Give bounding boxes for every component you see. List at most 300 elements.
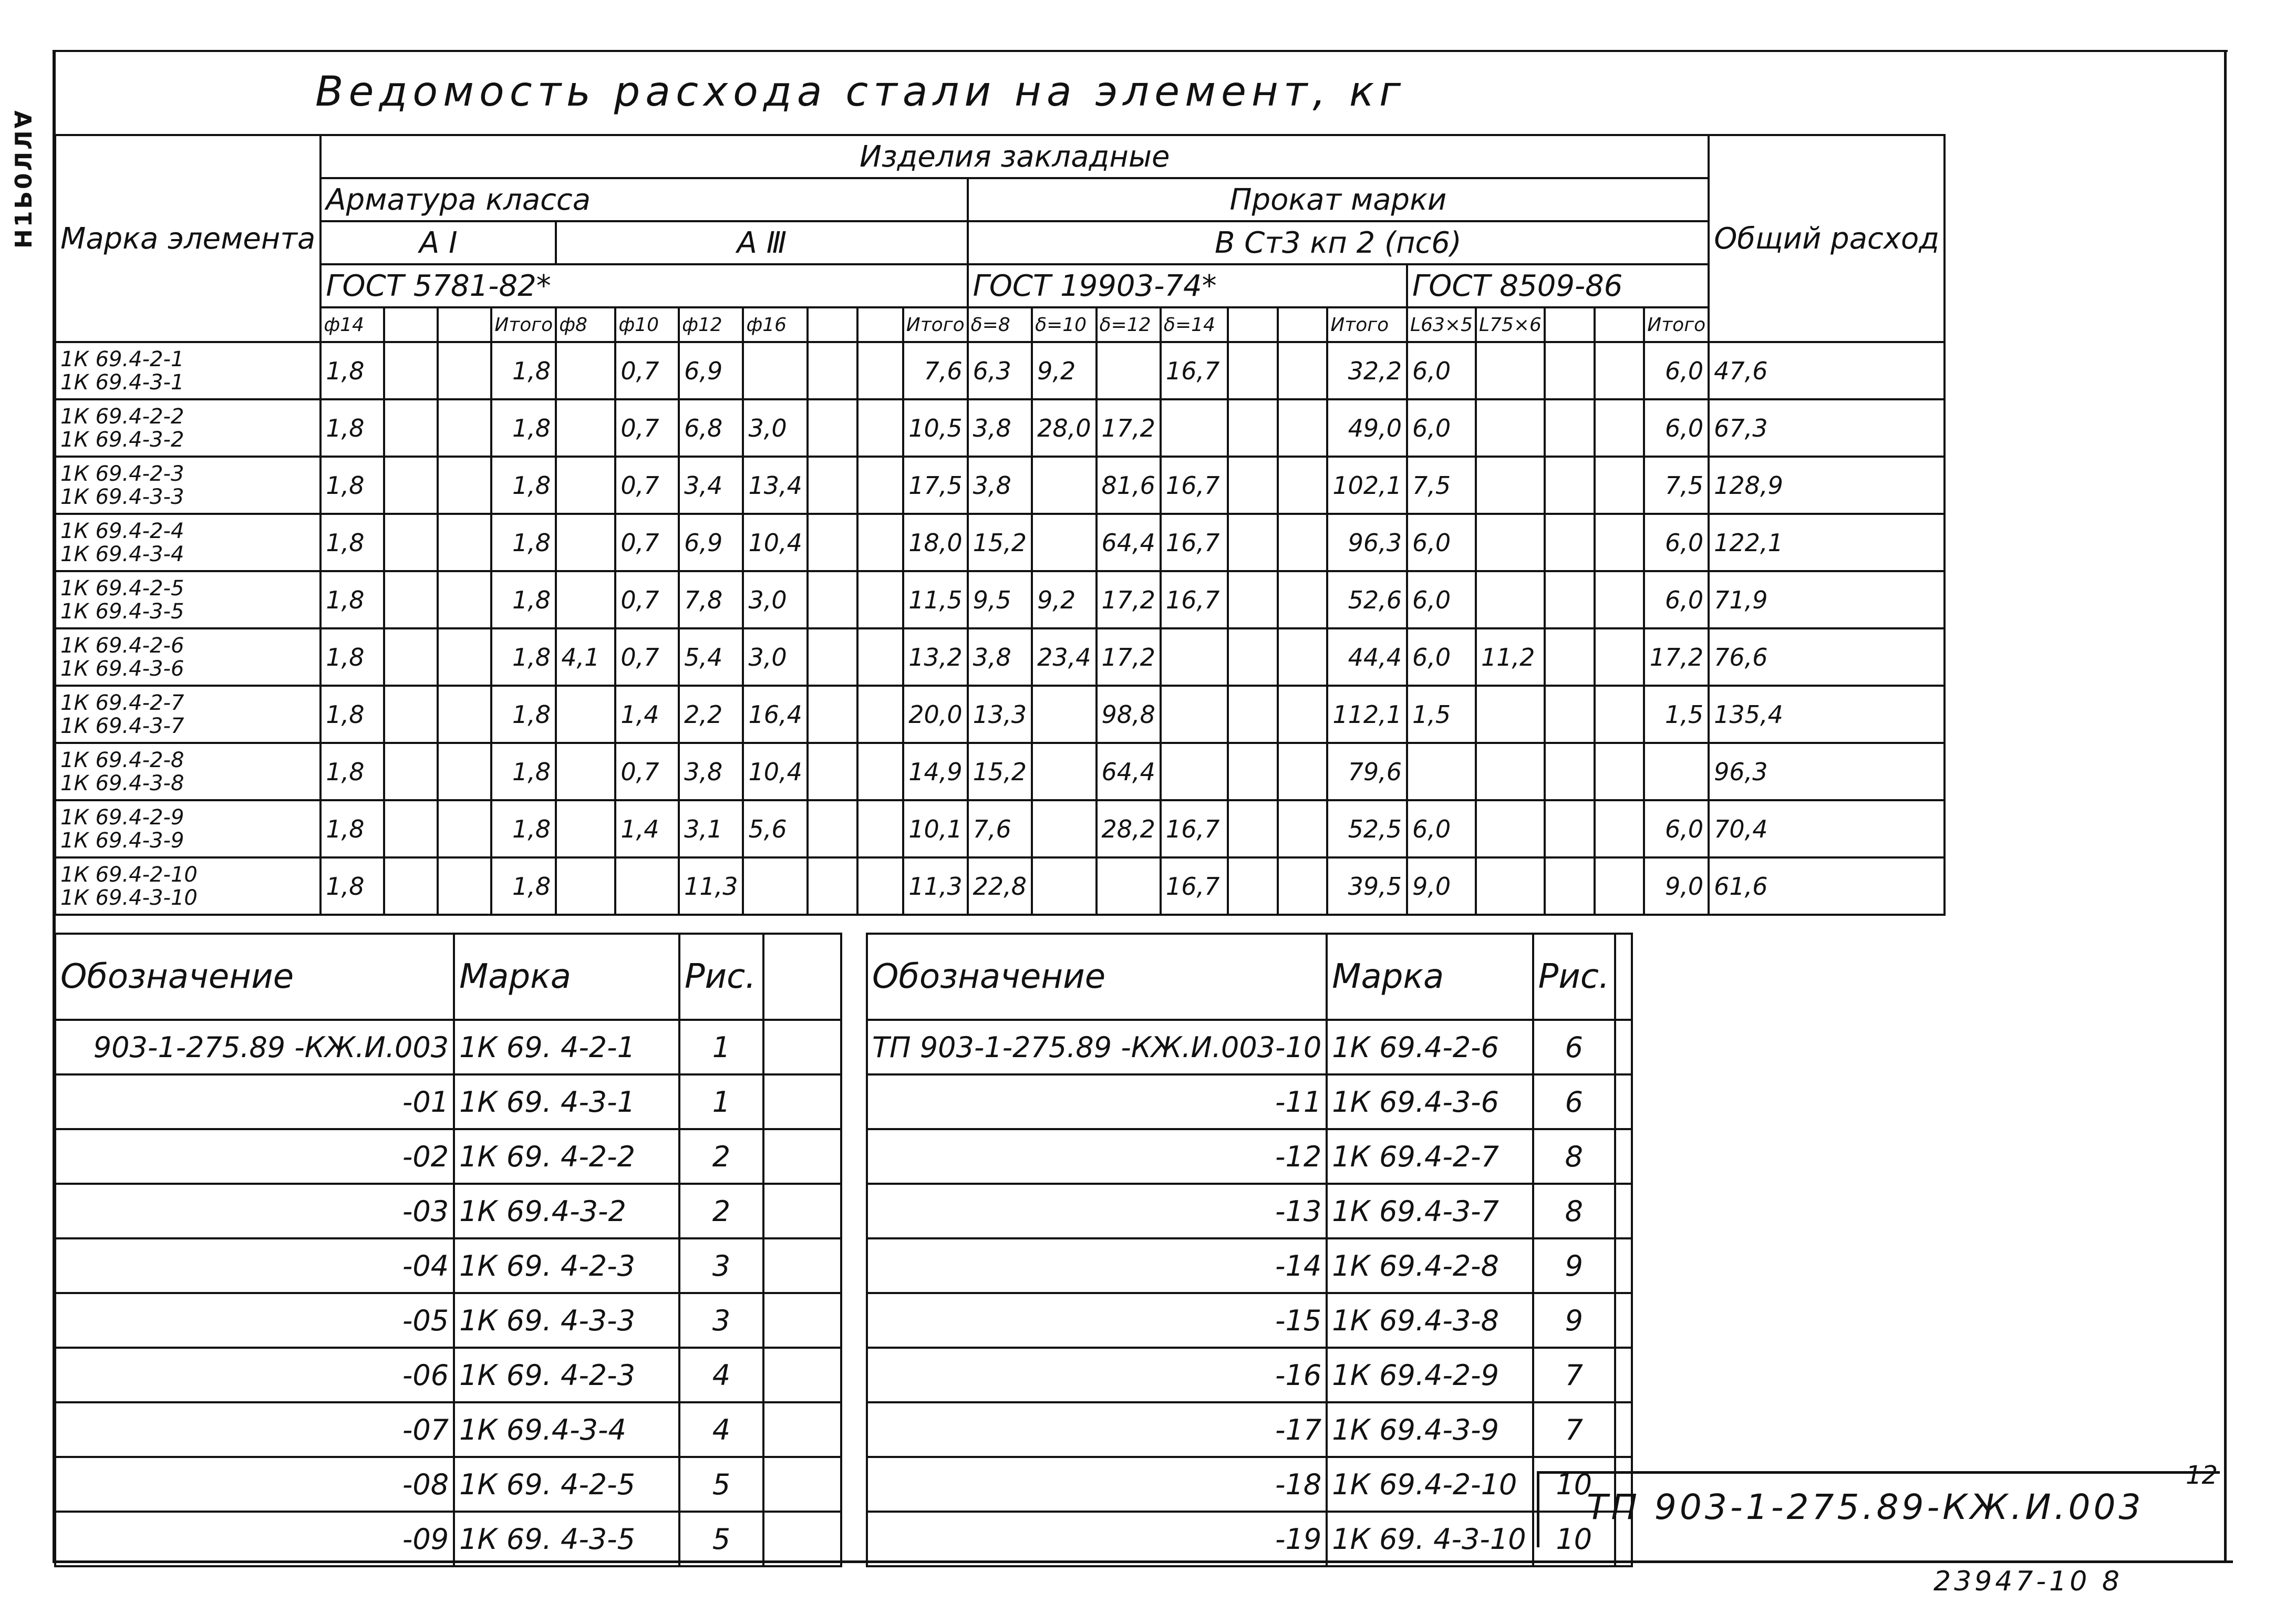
subcol-header bbox=[1545, 307, 1595, 342]
value-cell: 64,4 bbox=[1097, 514, 1161, 571]
brand-cell: 1К 69.4-3-6 bbox=[1327, 1074, 1533, 1129]
table-row bbox=[55, 457, 1945, 514]
value-cell bbox=[556, 514, 615, 571]
value-cell bbox=[438, 457, 491, 514]
title-block-stamp bbox=[1537, 1471, 2220, 1547]
value-cell bbox=[1161, 743, 1228, 800]
value-cell bbox=[857, 686, 903, 743]
value-cell bbox=[1476, 457, 1545, 514]
brand-cell: 1К 69. 4-3-1 bbox=[454, 1074, 679, 1129]
value-cell bbox=[1595, 743, 1645, 800]
value-cell: 3,8 bbox=[968, 399, 1032, 457]
designation-cell: -12 bbox=[867, 1129, 1327, 1184]
designation-cell: -14 bbox=[867, 1238, 1327, 1293]
total-cell: 96,3 bbox=[1709, 743, 1945, 800]
value-cell: 1,5 bbox=[1407, 686, 1476, 743]
value-cell: 79,6 bbox=[1327, 743, 1407, 800]
subcol-header: δ=10 bbox=[1032, 307, 1096, 342]
value-cell bbox=[1545, 514, 1595, 571]
value-cell bbox=[808, 743, 857, 800]
figure-cell: 9 bbox=[1533, 1293, 1615, 1348]
value-cell bbox=[1476, 342, 1545, 399]
value-cell: 6,0 bbox=[1644, 800, 1709, 857]
element-mark-line: 1К 69.4-3-6 bbox=[60, 656, 184, 681]
table-row bbox=[867, 1020, 1632, 1074]
brand-cell: 1К 69. 4-2-3 bbox=[454, 1238, 679, 1293]
value-cell: 3,8 bbox=[968, 628, 1032, 686]
table-row bbox=[867, 1402, 1632, 1457]
designation-cell: -03 bbox=[55, 1184, 454, 1238]
header-steel-grade: В Ст3 кп 2 (пс6) bbox=[968, 221, 1709, 264]
brand-cell: 1К 69. 4-2-5 bbox=[454, 1457, 679, 1512]
figure-cell: 6 bbox=[1533, 1020, 1615, 1074]
table-row bbox=[867, 1074, 1632, 1129]
value-cell: 0,7 bbox=[615, 571, 679, 628]
value-cell bbox=[1545, 743, 1595, 800]
value-cell bbox=[438, 743, 491, 800]
subcol-header: ф10 bbox=[615, 307, 679, 342]
table-row bbox=[867, 1293, 1632, 1348]
value-cell: 1,4 bbox=[615, 800, 679, 857]
value-cell: 17,2 bbox=[1097, 628, 1161, 686]
figure-cell: 8 bbox=[1533, 1184, 1615, 1238]
value-cell bbox=[384, 686, 438, 743]
empty-cell bbox=[763, 1238, 841, 1293]
value-cell bbox=[384, 743, 438, 800]
subcol-header bbox=[438, 307, 491, 342]
header-gost-19903: ГОСТ 19903-74* bbox=[968, 264, 1407, 307]
value-cell bbox=[1476, 399, 1545, 457]
brand-cell: 1К 69. 4-3-5 bbox=[454, 1512, 679, 1566]
table-row bbox=[55, 743, 1945, 800]
value-cell: 16,7 bbox=[1161, 342, 1228, 399]
designation-table-left bbox=[54, 933, 842, 1567]
element-mark-line: 1К 69.4-3-5 bbox=[60, 599, 184, 624]
value-cell: 2,2 bbox=[679, 686, 743, 743]
header-gost-5781: ГОСТ 5781-82* bbox=[320, 264, 967, 307]
element-mark-line: 1К 69.4-3-8 bbox=[60, 771, 184, 795]
value-cell bbox=[556, 399, 615, 457]
designation-cell: -04 bbox=[55, 1238, 454, 1293]
designation-cell: -11 bbox=[867, 1074, 1327, 1129]
designation-cell: -06 bbox=[55, 1348, 454, 1402]
value-cell: 7,5 bbox=[1644, 457, 1709, 514]
table-row bbox=[867, 1129, 1632, 1184]
value-cell: 3,8 bbox=[968, 457, 1032, 514]
figure-cell: 3 bbox=[679, 1293, 763, 1348]
value-cell: 96,3 bbox=[1327, 514, 1407, 571]
value-cell: 6,9 bbox=[679, 514, 743, 571]
element-mark-line: 1К 69.4-2-1 bbox=[60, 347, 184, 371]
document-code: ТП 903-1-275.89-КЖ.И.003 bbox=[1587, 1487, 2144, 1527]
table-row bbox=[55, 1293, 841, 1348]
table-row bbox=[55, 1184, 841, 1238]
subcol-header: Итого bbox=[1327, 307, 1407, 342]
sheet-title: Ведомость расхода стали на элемент, кг bbox=[315, 68, 1406, 116]
value-cell bbox=[1032, 686, 1096, 743]
value-cell: 17,2 bbox=[1097, 571, 1161, 628]
value-cell: 1,8 bbox=[320, 628, 384, 686]
value-cell bbox=[384, 857, 438, 915]
figure-cell: 7 bbox=[1533, 1402, 1615, 1457]
value-cell bbox=[1278, 571, 1328, 628]
value-cell: 9,0 bbox=[1644, 857, 1709, 915]
value-cell: 49,0 bbox=[1327, 399, 1407, 457]
designation-cell: -05 bbox=[55, 1293, 454, 1348]
value-cell: 81,6 bbox=[1097, 457, 1161, 514]
element-mark bbox=[55, 857, 320, 915]
element-mark-line: 1К 69.4-3-4 bbox=[60, 542, 184, 566]
brand-cell: 1К 69.4-3-9 bbox=[1327, 1402, 1533, 1457]
value-cell bbox=[1545, 342, 1595, 399]
subcol-header: L75×6 bbox=[1476, 307, 1545, 342]
value-cell bbox=[1228, 571, 1278, 628]
value-cell: 1,8 bbox=[320, 514, 384, 571]
header-embedded: Изделия закладные bbox=[320, 135, 1709, 178]
value-cell: 102,1 bbox=[1327, 457, 1407, 514]
figure-cell: 2 bbox=[679, 1184, 763, 1238]
value-cell: 16,7 bbox=[1161, 457, 1228, 514]
brand-cell: 1К 69. 4-2-3 bbox=[454, 1348, 679, 1402]
value-cell: 44,4 bbox=[1327, 628, 1407, 686]
value-cell bbox=[743, 342, 807, 399]
empty-cell bbox=[1615, 1402, 1632, 1457]
value-cell bbox=[1545, 399, 1595, 457]
value-cell bbox=[438, 857, 491, 915]
value-cell: 20,0 bbox=[903, 686, 968, 743]
total-cell: 76,6 bbox=[1709, 628, 1945, 686]
empty-cell bbox=[1615, 1129, 1632, 1184]
figure-cell: 4 bbox=[679, 1402, 763, 1457]
brand-cell: 1К 69.4-2-9 bbox=[1327, 1348, 1533, 1402]
element-mark-line: 1К 69.4-2-4 bbox=[60, 519, 184, 543]
value-cell bbox=[857, 571, 903, 628]
value-cell: 1,8 bbox=[491, 686, 556, 743]
value-cell: 23,4 bbox=[1032, 628, 1096, 686]
value-cell bbox=[857, 514, 903, 571]
value-cell: 13,3 bbox=[968, 686, 1032, 743]
value-cell: 7,6 bbox=[903, 342, 968, 399]
empty-cell bbox=[1615, 1348, 1632, 1402]
value-cell bbox=[857, 800, 903, 857]
value-cell: 64,4 bbox=[1097, 743, 1161, 800]
value-cell bbox=[857, 857, 903, 915]
total-cell: 122,1 bbox=[1709, 514, 1945, 571]
header-empty bbox=[1615, 934, 1632, 1020]
value-cell: 16,7 bbox=[1161, 514, 1228, 571]
header-designation: Обозначение bbox=[867, 934, 1327, 1020]
value-cell bbox=[1278, 342, 1328, 399]
value-cell: 17,2 bbox=[1097, 399, 1161, 457]
element-mark bbox=[55, 457, 320, 514]
value-cell bbox=[1476, 800, 1545, 857]
empty-cell bbox=[763, 1074, 841, 1129]
element-mark-line: 1К 69.4-3-7 bbox=[60, 714, 184, 738]
subcol-header: ф8 bbox=[556, 307, 615, 342]
value-cell bbox=[1545, 457, 1595, 514]
value-cell bbox=[1595, 571, 1645, 628]
value-cell: 6,0 bbox=[1644, 399, 1709, 457]
designation-table-right bbox=[866, 933, 1633, 1567]
value-cell bbox=[1476, 514, 1545, 571]
value-cell: 10,4 bbox=[743, 743, 807, 800]
value-cell: 52,6 bbox=[1327, 571, 1407, 628]
subcol-header bbox=[1595, 307, 1645, 342]
value-cell bbox=[384, 399, 438, 457]
figure-cell: 7 bbox=[1533, 1348, 1615, 1402]
header-figure: Рис. bbox=[1533, 934, 1615, 1020]
brand-cell: 1К 69.4-3-2 bbox=[454, 1184, 679, 1238]
empty-cell bbox=[763, 1293, 841, 1348]
designation-cell: -02 bbox=[55, 1129, 454, 1184]
value-cell: 6,0 bbox=[1407, 628, 1476, 686]
value-cell: 0,7 bbox=[615, 399, 679, 457]
brand-cell: 1К 69. 4-3-10 bbox=[1327, 1512, 1533, 1566]
subcol-header: δ=8 bbox=[968, 307, 1032, 342]
total-cell: 71,9 bbox=[1709, 571, 1945, 628]
value-cell bbox=[1278, 800, 1328, 857]
element-mark-line: 1К 69.4-2-6 bbox=[60, 633, 184, 658]
value-cell bbox=[556, 342, 615, 399]
brand-cell: 1К 69.4-2-6 bbox=[1327, 1020, 1533, 1074]
value-cell: 1,8 bbox=[491, 342, 556, 399]
archive-number: 23947-10 8 bbox=[1933, 1566, 2123, 1597]
value-cell: 9,2 bbox=[1032, 571, 1096, 628]
value-cell bbox=[1545, 628, 1595, 686]
empty-cell bbox=[1615, 1184, 1632, 1238]
total-cell: 47,6 bbox=[1709, 342, 1945, 399]
value-cell: 3,0 bbox=[743, 628, 807, 686]
value-cell: 6,8 bbox=[679, 399, 743, 457]
subcol-header: δ=12 bbox=[1097, 307, 1161, 342]
value-cell: 0,7 bbox=[615, 628, 679, 686]
total-cell: 61,6 bbox=[1709, 857, 1945, 915]
table-row bbox=[55, 571, 1945, 628]
empty-cell bbox=[1615, 1293, 1632, 1348]
value-cell: 1,8 bbox=[320, 457, 384, 514]
brand-cell: 1К 69.4-3-4 bbox=[454, 1402, 679, 1457]
figure-cell: 10 bbox=[1533, 1457, 1615, 1512]
value-cell: 17,5 bbox=[903, 457, 968, 514]
value-cell: 7,6 bbox=[968, 800, 1032, 857]
designation-cell: -18 bbox=[867, 1457, 1327, 1512]
value-cell: 9,0 bbox=[1407, 857, 1476, 915]
total-cell: 67,3 bbox=[1709, 399, 1945, 457]
header-total: Общий расход bbox=[1709, 135, 1945, 342]
value-cell bbox=[857, 457, 903, 514]
value-cell: 1,5 bbox=[1644, 686, 1709, 743]
value-cell bbox=[438, 399, 491, 457]
total-cell: 128,9 bbox=[1709, 457, 1945, 514]
value-cell: 15,2 bbox=[968, 743, 1032, 800]
sheet-number: 12 bbox=[2186, 1461, 2218, 1490]
value-cell bbox=[438, 571, 491, 628]
value-cell: 18,0 bbox=[903, 514, 968, 571]
value-cell: 11,2 bbox=[1476, 628, 1545, 686]
element-mark-line: 1К 69.4-3-2 bbox=[60, 427, 184, 452]
value-cell bbox=[1032, 743, 1096, 800]
brand-cell: 1К 69.4-2-8 bbox=[1327, 1238, 1533, 1293]
value-cell: 6,0 bbox=[1644, 342, 1709, 399]
figure-cell: 9 bbox=[1533, 1238, 1615, 1293]
value-cell bbox=[556, 800, 615, 857]
table-row bbox=[55, 1512, 841, 1566]
subcol-header bbox=[1228, 307, 1278, 342]
frame-top-line bbox=[53, 50, 2228, 52]
value-cell bbox=[1595, 399, 1645, 457]
designation-cell: -15 bbox=[867, 1293, 1327, 1348]
value-cell: 1,8 bbox=[320, 857, 384, 915]
value-cell: 3,0 bbox=[743, 571, 807, 628]
designation-cell: -16 bbox=[867, 1348, 1327, 1402]
value-cell: 1,8 bbox=[320, 800, 384, 857]
empty-cell bbox=[763, 1184, 841, 1238]
empty-cell bbox=[763, 1512, 841, 1566]
value-cell: 5,4 bbox=[679, 628, 743, 686]
value-cell bbox=[1595, 628, 1645, 686]
value-cell: 11,5 bbox=[903, 571, 968, 628]
value-cell: 6,0 bbox=[1644, 571, 1709, 628]
figure-cell: 5 bbox=[679, 1512, 763, 1566]
value-cell: 3,8 bbox=[679, 743, 743, 800]
empty-cell bbox=[763, 1020, 841, 1074]
empty-cell bbox=[763, 1457, 841, 1512]
designation-cell: -08 bbox=[55, 1457, 454, 1512]
figure-cell: 10 bbox=[1533, 1512, 1615, 1566]
value-cell: 98,8 bbox=[1097, 686, 1161, 743]
figure-cell: 8 bbox=[1533, 1129, 1615, 1184]
subcol-header: ф12 bbox=[679, 307, 743, 342]
header-class-aiii: A Ⅲ bbox=[556, 221, 967, 264]
element-mark-line: 1К 69.4-2-9 bbox=[60, 805, 184, 830]
table-row bbox=[867, 1512, 1632, 1566]
value-cell: 32,2 bbox=[1327, 342, 1407, 399]
value-cell bbox=[1595, 514, 1645, 571]
steel-consumption-table bbox=[54, 134, 1946, 916]
value-cell: 22,8 bbox=[968, 857, 1032, 915]
value-cell: 16,7 bbox=[1161, 857, 1228, 915]
value-cell bbox=[556, 743, 615, 800]
value-cell bbox=[384, 800, 438, 857]
value-cell bbox=[1032, 857, 1096, 915]
value-cell bbox=[1097, 342, 1161, 399]
subcol-header: Итого bbox=[1644, 307, 1709, 342]
value-cell: 16,7 bbox=[1161, 800, 1228, 857]
value-cell bbox=[1644, 743, 1709, 800]
value-cell bbox=[438, 342, 491, 399]
value-cell bbox=[1595, 800, 1645, 857]
value-cell bbox=[1161, 686, 1228, 743]
subcol-header: Итого bbox=[491, 307, 556, 342]
value-cell: 1,8 bbox=[491, 514, 556, 571]
designation-cell: ТП 903-1-275.89 -КЖ.И.003-10 bbox=[867, 1020, 1327, 1074]
brand-cell: 1К 69.4-2-10 bbox=[1327, 1457, 1533, 1512]
element-mark bbox=[55, 800, 320, 857]
value-cell bbox=[1278, 857, 1328, 915]
value-cell: 6,0 bbox=[1644, 514, 1709, 571]
frame-right-line bbox=[2224, 50, 2227, 1563]
header-class-ai: A I bbox=[320, 221, 556, 264]
table-row bbox=[55, 399, 1945, 457]
value-cell bbox=[1476, 857, 1545, 915]
value-cell: 16,4 bbox=[743, 686, 807, 743]
value-cell bbox=[1161, 399, 1228, 457]
value-cell bbox=[1228, 686, 1278, 743]
value-cell: 1,8 bbox=[491, 457, 556, 514]
value-cell: 14,9 bbox=[903, 743, 968, 800]
value-cell bbox=[1032, 800, 1096, 857]
value-cell: 0,7 bbox=[615, 514, 679, 571]
empty-cell bbox=[763, 1402, 841, 1457]
empty-cell bbox=[763, 1129, 841, 1184]
header-rebar: Арматура класса bbox=[320, 178, 967, 221]
table-row bbox=[55, 1020, 841, 1074]
value-cell bbox=[1407, 743, 1476, 800]
value-cell bbox=[438, 628, 491, 686]
total-cell: 135,4 bbox=[1709, 686, 1945, 743]
element-mark bbox=[55, 514, 320, 571]
figure-cell: 1 bbox=[679, 1020, 763, 1074]
value-cell bbox=[857, 743, 903, 800]
value-cell: 1,8 bbox=[320, 571, 384, 628]
designation-cell: -07 bbox=[55, 1402, 454, 1457]
value-cell: 1,8 bbox=[491, 628, 556, 686]
designation-cell: -19 bbox=[867, 1512, 1327, 1566]
element-mark-line: 1К 69.4-3-3 bbox=[60, 484, 184, 509]
brand-cell: 1К 69.4-2-7 bbox=[1327, 1129, 1533, 1184]
value-cell: 16,7 bbox=[1161, 571, 1228, 628]
table-row bbox=[55, 342, 1945, 399]
value-cell bbox=[556, 686, 615, 743]
value-cell: 13,2 bbox=[903, 628, 968, 686]
value-cell bbox=[1228, 342, 1278, 399]
value-cell bbox=[1228, 800, 1278, 857]
value-cell bbox=[857, 628, 903, 686]
value-cell: 6,0 bbox=[1407, 571, 1476, 628]
value-cell bbox=[857, 399, 903, 457]
value-cell bbox=[384, 628, 438, 686]
value-cell bbox=[808, 457, 857, 514]
header-figure: Рис. bbox=[679, 934, 763, 1020]
value-cell: 1,8 bbox=[320, 686, 384, 743]
value-cell bbox=[438, 514, 491, 571]
value-cell: 6,0 bbox=[1407, 514, 1476, 571]
element-mark bbox=[55, 399, 320, 457]
value-cell: 9,2 bbox=[1032, 342, 1096, 399]
header-rolled: Прокат марки bbox=[968, 178, 1709, 221]
value-cell: 7,8 bbox=[679, 571, 743, 628]
value-cell: 1,8 bbox=[491, 800, 556, 857]
table-row bbox=[55, 1129, 841, 1184]
table-row bbox=[55, 800, 1945, 857]
value-cell: 9,5 bbox=[968, 571, 1032, 628]
value-cell bbox=[1032, 457, 1096, 514]
value-cell bbox=[808, 628, 857, 686]
value-cell bbox=[808, 399, 857, 457]
subcol-header: L63×5 bbox=[1407, 307, 1476, 342]
table-row bbox=[867, 1348, 1632, 1402]
header-mark: Марка элемента bbox=[55, 135, 320, 342]
figure-cell: 5 bbox=[679, 1457, 763, 1512]
subcol-header: Итого bbox=[903, 307, 968, 342]
value-cell bbox=[857, 342, 903, 399]
value-cell bbox=[384, 514, 438, 571]
value-cell: 1,4 bbox=[615, 686, 679, 743]
value-cell bbox=[1545, 857, 1595, 915]
value-cell bbox=[1278, 399, 1328, 457]
value-cell bbox=[1595, 686, 1645, 743]
value-cell: 11,3 bbox=[903, 857, 968, 915]
